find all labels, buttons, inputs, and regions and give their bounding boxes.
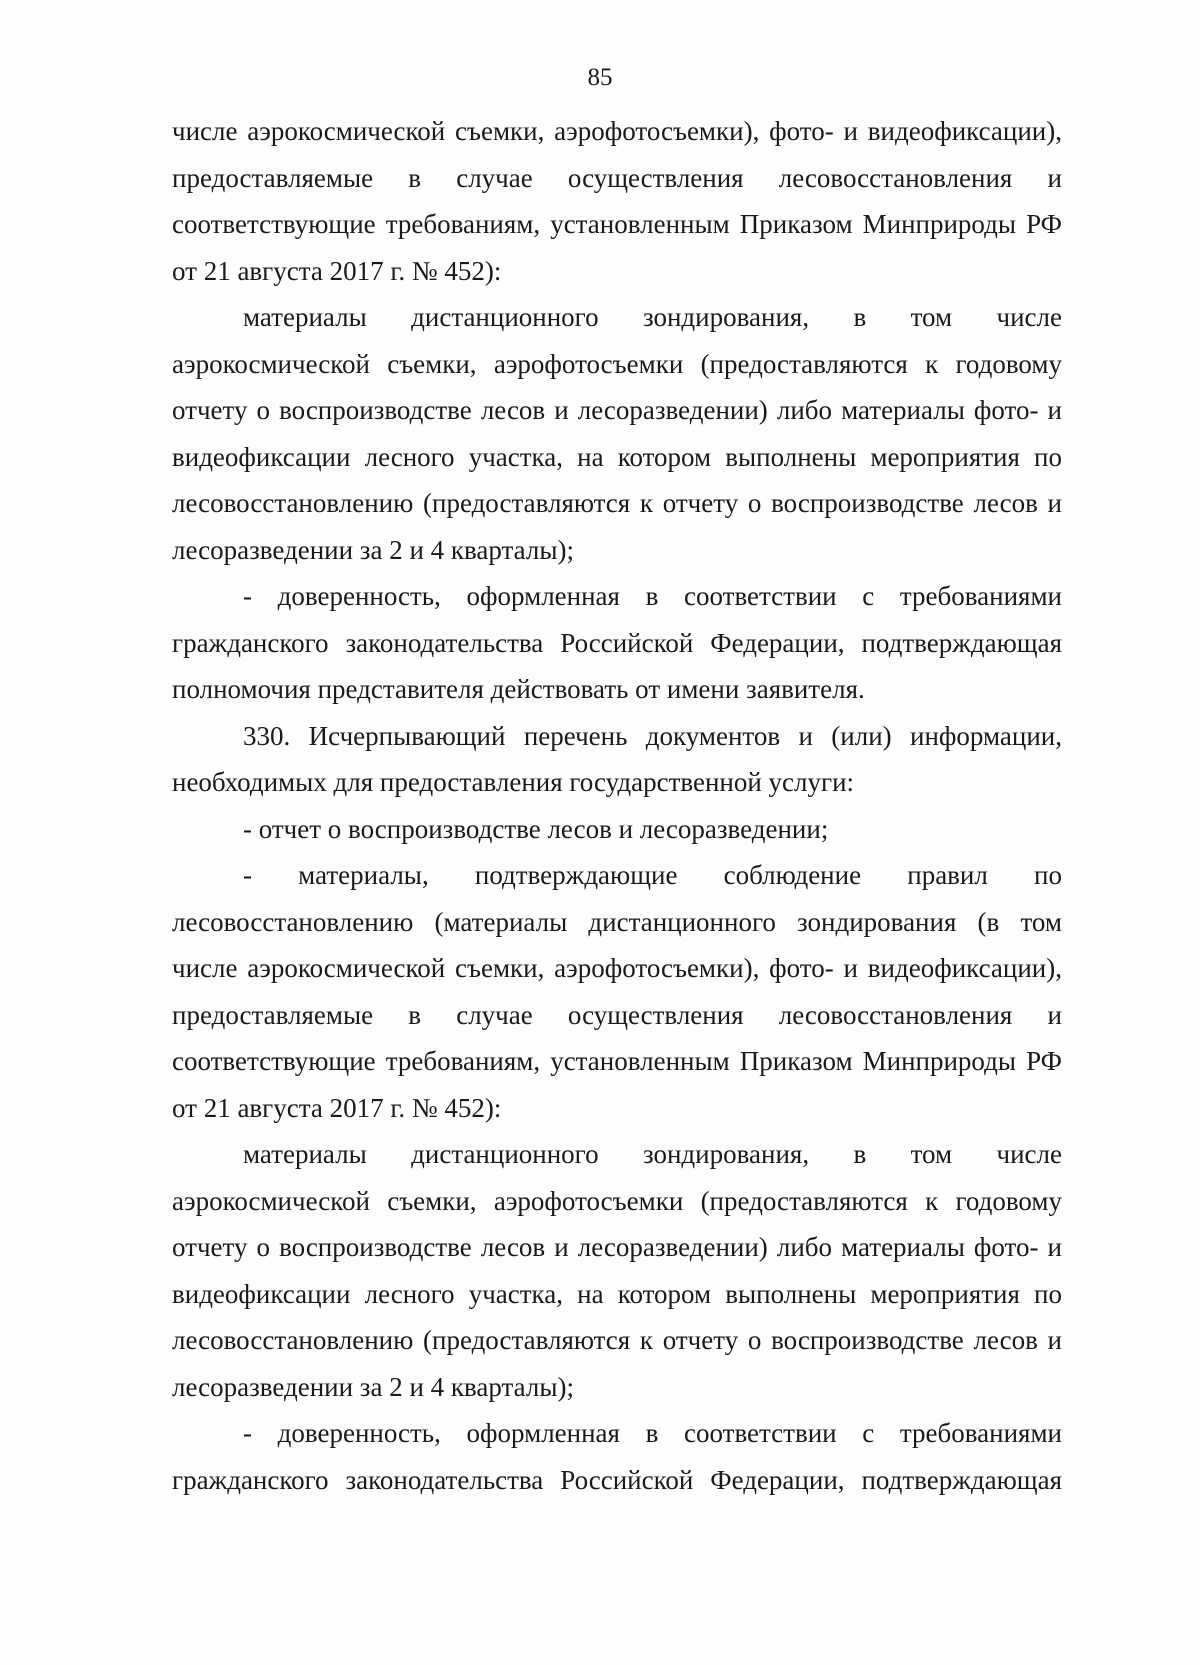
page-number: 85 bbox=[587, 64, 613, 91]
paragraph-report-item: - отчет о воспроизводстве лесов и лесоразведении; bbox=[243, 813, 829, 844]
paragraph-330-document-list: 330. Исчерпывающий перечень документов и (или) информации, необходимых для предоставления государственной услуги: bbox=[172, 720, 1062, 797]
paragraph-remote-sensing-materials-2: материалы дистанционного зондирования, в том числе аэрокосмической съемки, аэрофотосъемки (предоставляются к годовому отчету о воспроизводстве лесов и лесоразведении) либо материалы фото- и видеофиксации лесного участка, на котором выполнены мероприятия по лесовосстановлению (предоставляются к отчету о воспроизводстве лесов и лесоразведении за 2 и 4 кварталы); bbox=[172, 1139, 1062, 1402]
document-body bbox=[172, 108, 1062, 1503]
paragraph-power-of-attorney-2: - доверенность, оформленная в соответствии с требованиями гражданского законодательства Российской Федерации, подтверждающая bbox=[172, 1418, 1062, 1495]
paragraph-power-of-attorney: - доверенность, оформленная в соответствии с требованиями гражданского законодательства Российской Федерации, подтверждающая полномочия представителя действовать от имени заявителя. bbox=[172, 581, 1062, 704]
paragraph-confirming-materials: - материалы, подтверждающие соблюдение правил по лесовосстановлению (материалы дистанционного зондирования (в том числе аэрокосмической съемки, аэрофотосъемки), фото- и видеофиксации), предоставляемые в случае осуществления лесовосстановления и соответствующие требованиям, установленным Приказом Минприроды РФ от 21 августа 2017 г. № 452): bbox=[172, 860, 1062, 1123]
paragraph-remote-sensing-materials: материалы дистанционного зондирования, в том числе аэрокосмической съемки, аэрофотосъемки (предоставляются к годовому отчету о воспроизводстве лесов и лесоразведении) либо материалы фото- и видеофиксации лесного участка, на котором выполнены мероприятия по лесовосстановлению (предоставляются к отчету о воспроизводстве лесов и лесоразведении за 2 и 4 кварталы); bbox=[172, 302, 1062, 565]
paragraph-continuation: числе аэрокосмической съемки, аэрофотосъемки), фото- и видеофиксации), предоставляемые в случае осуществления лесовосстановления и соответствующие требованиям, установленным Приказом Минприроды РФ от 21 августа 2017 г. № 452): bbox=[172, 116, 1062, 286]
